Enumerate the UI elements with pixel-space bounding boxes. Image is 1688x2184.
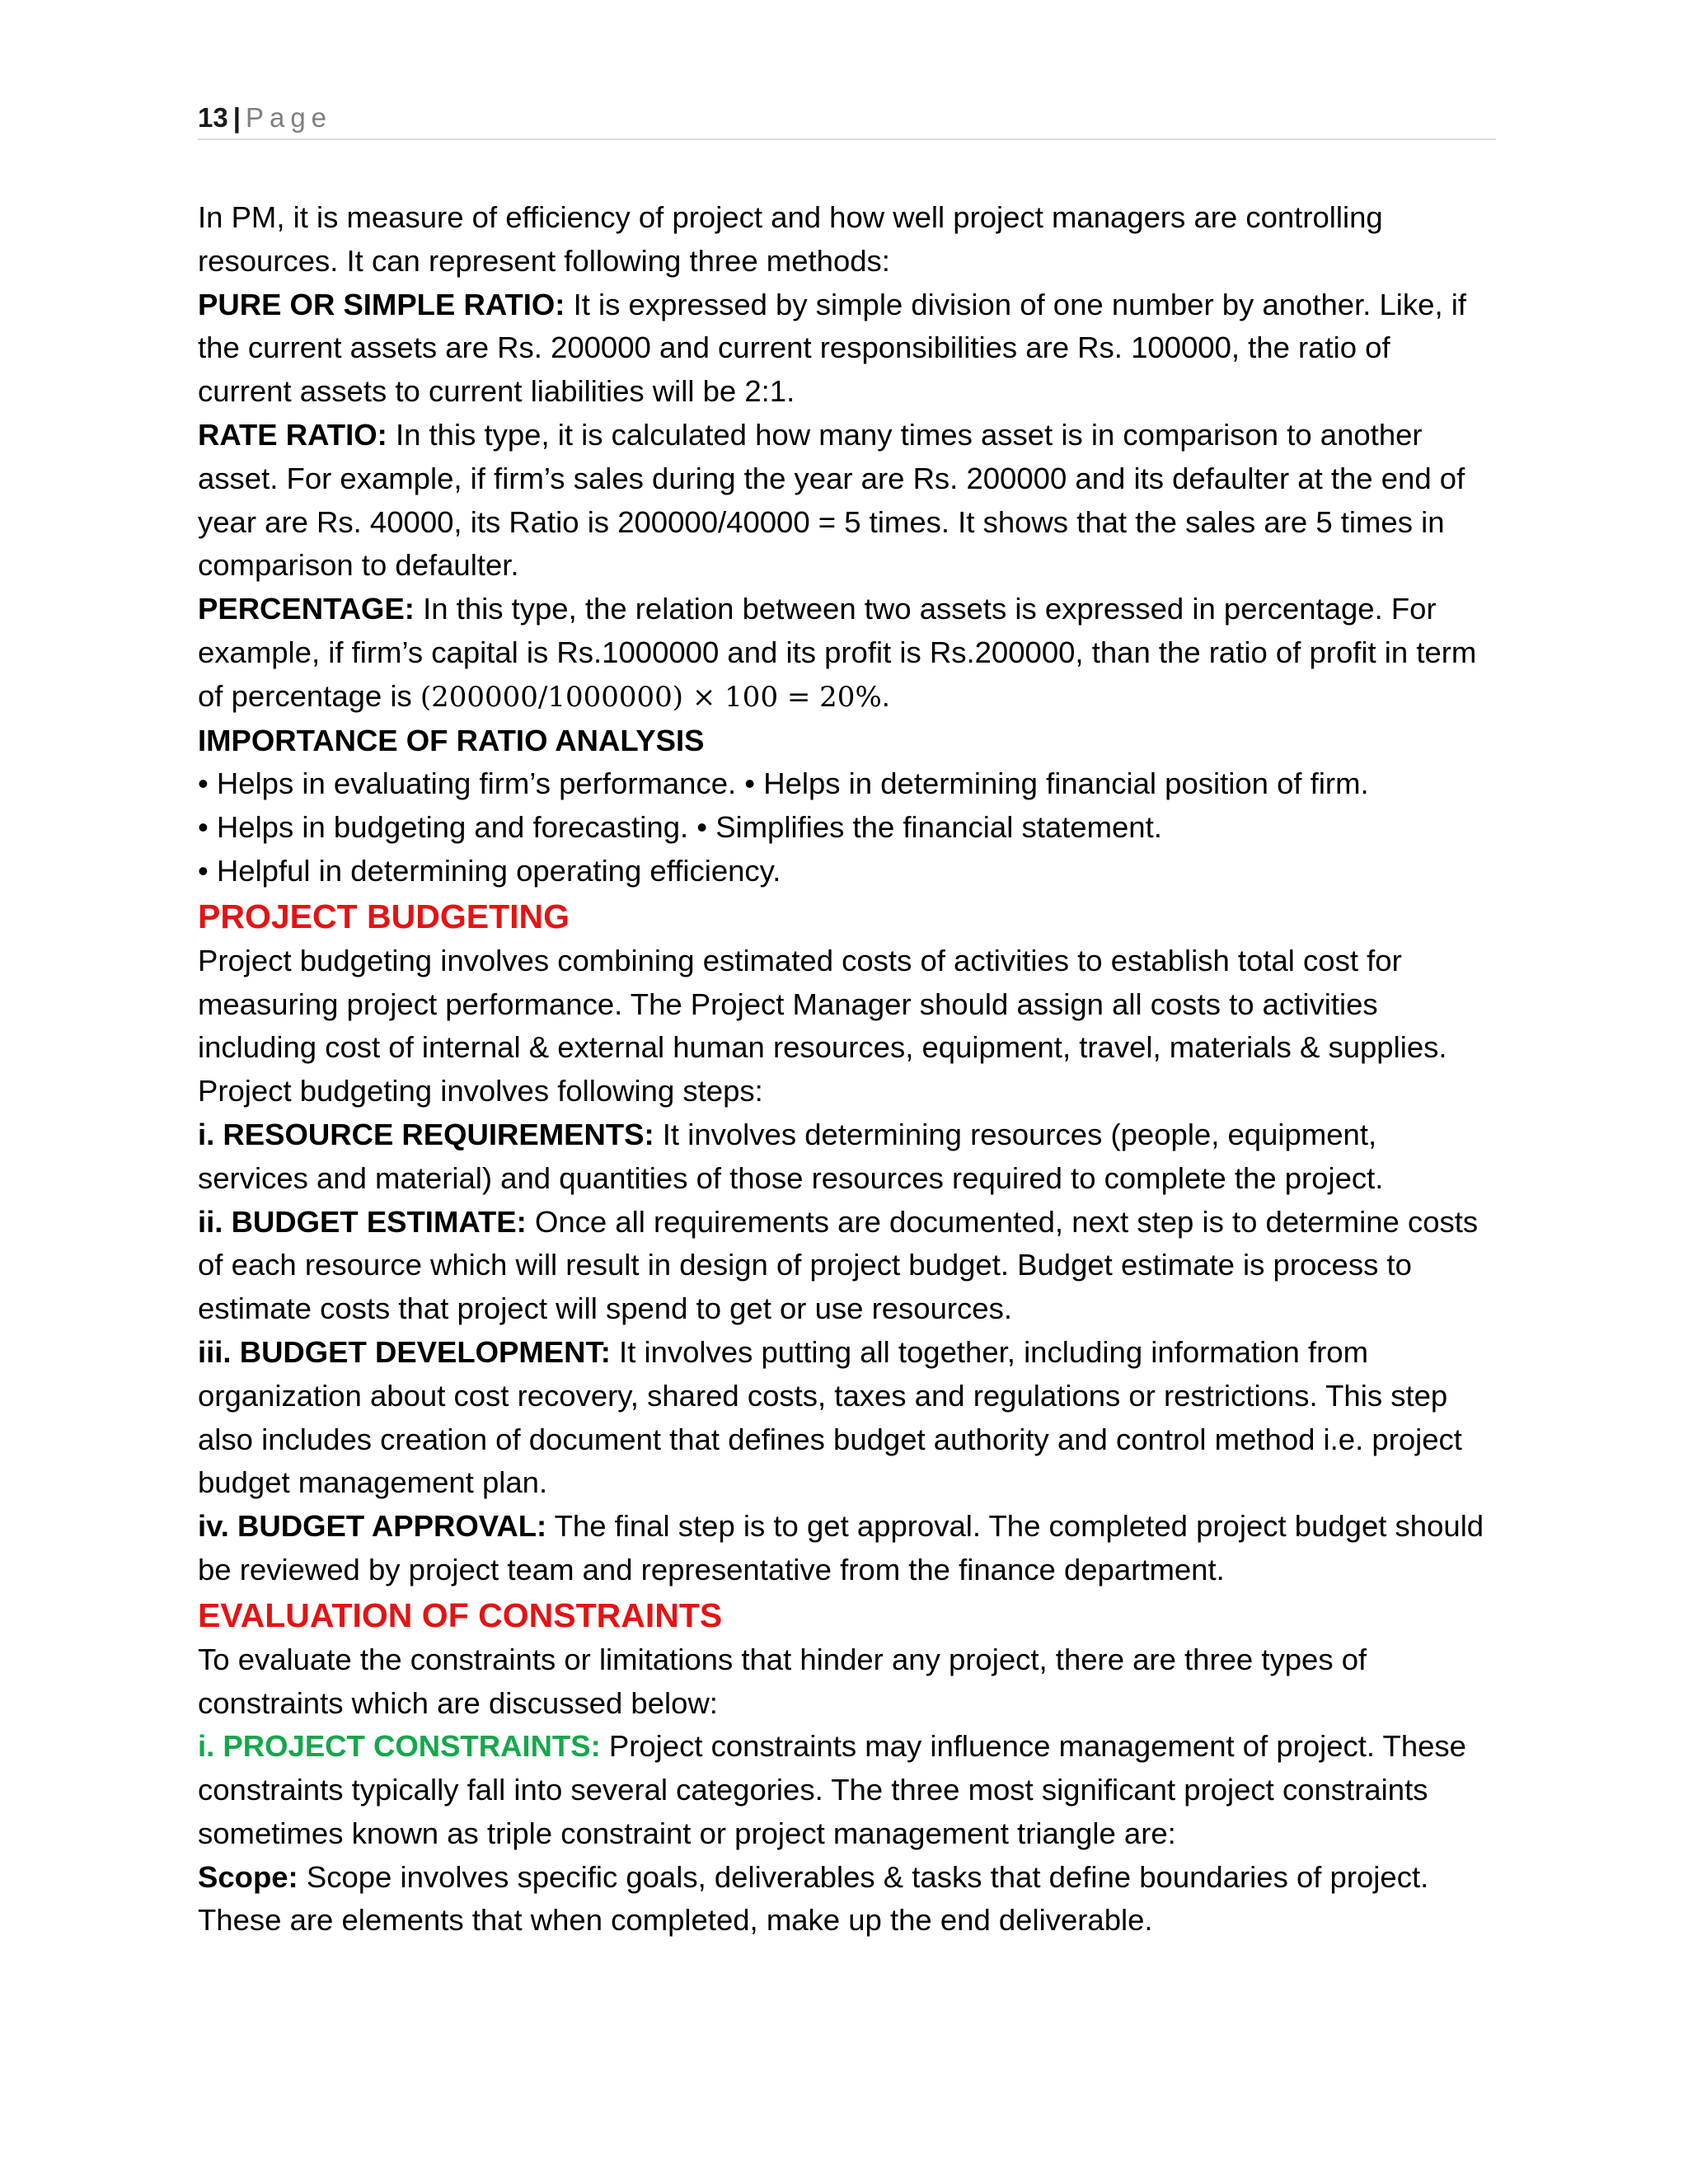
step-1-label: i. RESOURCE REQUIREMENTS: (198, 1117, 654, 1151)
page-content (198, 196, 1492, 1943)
header-separator: | (232, 102, 241, 133)
project-budgeting-heading: PROJECT BUDGETING (198, 897, 570, 935)
step-1-paragraph (198, 1113, 1492, 1201)
step-4-label: iv. BUDGET APPROVAL: (198, 1509, 547, 1544)
project-constraints-paragraph (198, 1725, 1492, 1855)
step-3-label: iii. BUDGET DEVELOPMENT: (198, 1334, 611, 1369)
page-header (198, 97, 1496, 140)
importance-line-2: • Helps in budgeting and forecasting. • Simplifies the financial statement. (198, 810, 1162, 845)
evaluation-of-constraints-heading: EVALUATION OF CONSTRAINTS (198, 1596, 723, 1634)
importance-line-3: • Helpful in determining operating efficiency. (198, 853, 781, 888)
step-2-text: Once all requirements are documented, next step is to determine costs of each resource which will result in design of project budget. Budget estimate is process to estimate costs that project will spend to get or use resources. (198, 1204, 1479, 1326)
page-number: 13 (198, 102, 228, 133)
percentage-formula: (200000/1000000) × 100 = 20% (420, 680, 882, 714)
importance-heading-text: IMPORTANCE OF RATIO ANALYSIS (198, 723, 705, 757)
scope-label: Scope: (198, 1859, 298, 1894)
project-constraints-text: Project constraints may influence management of project. These constraints typically fall into several categories. The three most significant project constraints sometimes known as triple constraint or project management triangle are: (198, 1729, 1466, 1850)
percentage-text: In this type, the relation between two assets is expressed in percentage. For example, if firm’s capital is Rs.1000000 and its profit is Rs.200000, than the ratio of profit in term of percentage is (198, 592, 1477, 713)
pure-ratio-paragraph (198, 284, 1492, 414)
step-4-text: The final step is to get approval. The completed project budget should be reviewed by project team and representative from the finance department. (198, 1509, 1484, 1586)
step-2-label: ii. BUDGET ESTIMATE: (198, 1204, 527, 1239)
step-1-text: It involves determining resources (people, equipment, services and material) and quantities of those resources required to complete the project. (198, 1117, 1384, 1195)
rate-ratio-paragraph (198, 414, 1492, 588)
rate-ratio-text: In this type, it is calculated how many times asset is in comparison to another asset. For example, if firm’s sales during the year are Rs. 200000 and its defaulter at the end of year are Rs. 40000, its Ratio is 200000/40000 = 5 times. It shows that the sales are 5 times in comparison to defaulter. (198, 417, 1465, 583)
constraints-intro-paragraph: To evaluate the constraints or limitations that hinder any project, there are three types of constraints which are discussed below: (198, 1642, 1367, 1720)
pure-ratio-label: PURE OR SIMPLE RATIO: (198, 287, 565, 321)
rate-ratio-label: RATE RATIO: (198, 417, 387, 452)
project-constraints-label: i. PROJECT CONSTRAINTS: (198, 1729, 601, 1764)
percentage-label: PERCENTAGE: (198, 592, 415, 626)
step-3-paragraph (198, 1331, 1492, 1505)
scope-text: Scope involves specific goals, deliverables & tasks that define boundaries of project. These are elements that when completed, make up the end deliverable. (198, 1859, 1429, 1938)
step-2-paragraph (198, 1201, 1492, 1331)
percentage-paragraph (198, 588, 1492, 719)
intro-paragraph: In PM, it is measure of efficiency of project and how well project managers are controlling resources. It can represent following three methods: (198, 200, 1383, 278)
step-4-paragraph (198, 1505, 1492, 1592)
page-word: Page (245, 102, 333, 133)
step-3-text: It involves putting all together, including information from organization about cost recovery, shared costs, taxes and regulations or restrictions. This step also includes creation of document that defines budget authority and control method i.e. project budget management plan. (198, 1334, 1462, 1500)
importance-line-1: • Helps in evaluating firm’s performance. • Helps in determining financial position of firm. (198, 766, 1369, 801)
budgeting-intro-paragraph: Project budgeting involves combining estimated costs of activities to establish total cost for measuring project performance. The Project Manager should assign all costs to activities including cost of internal & external human resources, equipment, travel, materials & supplies. Project budgeting involves following steps: (198, 943, 1447, 1108)
pure-ratio-text: It is expressed by simple division of one number by another. Like, if the current assets are Rs. 200000 and current responsibilities are Rs. 100000, the ratio of current assets to current liabilities will be 2:1. (198, 287, 1466, 409)
importance-heading (198, 719, 1492, 763)
percentage-end: . (881, 678, 890, 713)
scope-paragraph (198, 1856, 1492, 1943)
